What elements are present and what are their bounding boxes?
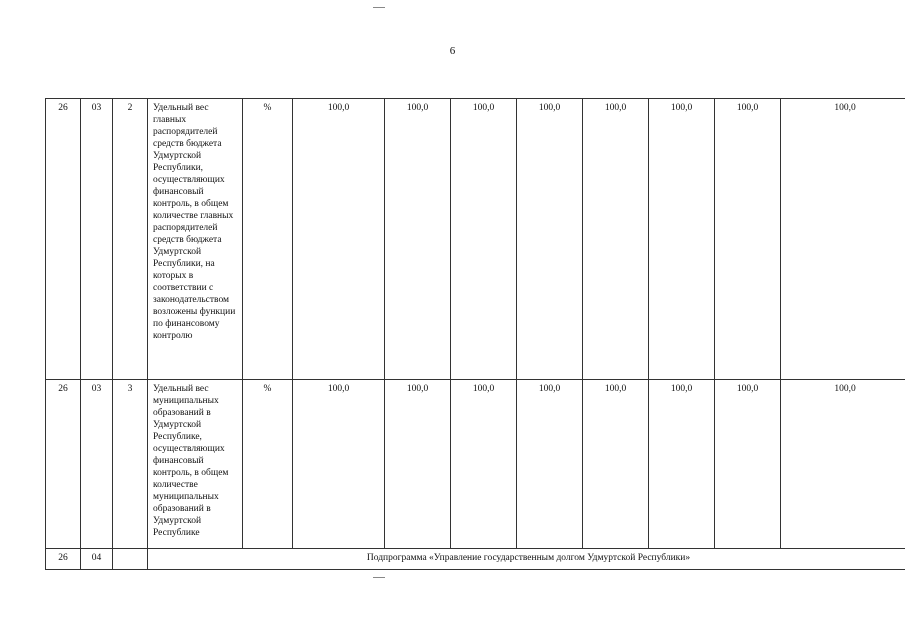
cell-value: 100,0	[781, 380, 905, 549]
cell-value: 100,0	[517, 99, 583, 380]
cell-value: 100,0	[781, 99, 905, 380]
cell-value: 100,0	[451, 380, 517, 549]
cell-code-3: 3	[113, 380, 148, 549]
cell-value: 100,0	[715, 380, 781, 549]
cell-code-1: 26	[46, 549, 81, 570]
cell-value: 100,0	[583, 380, 649, 549]
cell-code-2: 03	[81, 99, 113, 380]
cell-code-2: 03	[81, 380, 113, 549]
cell-code-1: 26	[46, 380, 81, 549]
cell-value: 100,0	[583, 99, 649, 380]
scan-mark-bottom	[373, 577, 385, 578]
cell-code-3: 2	[113, 99, 148, 380]
cell-unit: %	[243, 99, 293, 380]
cell-value: 100,0	[385, 99, 451, 380]
cell-unit: %	[243, 380, 293, 549]
cell-empty	[113, 549, 148, 570]
cell-value: 100,0	[451, 99, 517, 380]
cell-description: Удельный вес муниципальных образований в Удмуртской Республике, осуществляющих финансовый контроль, в общем количестве муниципальных образований в Удмуртской Республике	[148, 380, 243, 549]
page-number: 6	[449, 45, 456, 57]
indicators-table	[45, 98, 905, 570]
cell-value: 100,0	[293, 380, 385, 549]
cell-code-2: 04	[81, 549, 113, 570]
cell-code-1: 26	[46, 99, 81, 380]
table-row	[46, 380, 905, 549]
cell-value: 100,0	[715, 99, 781, 380]
subprogram-row	[46, 549, 905, 570]
scan-mark-top	[373, 7, 385, 8]
cell-value: 100,0	[649, 380, 715, 549]
cell-value: 100,0	[385, 380, 451, 549]
cell-description: Удельный вес главных распорядителей средств бюджета Удмуртской Республики, осуществляющих финансовый контроль, в общем количестве главных распорядителей средств бюджета Удмуртской Республики, на которых в соответствии с законодательством возложены функции по финансовому контролю	[148, 99, 243, 380]
subprogram-title: Подпрограмма «Управление государственным долгом Удмуртской Республики»	[148, 549, 905, 570]
cell-value: 100,0	[293, 99, 385, 380]
cell-value: 100,0	[517, 380, 583, 549]
cell-value: 100,0	[649, 99, 715, 380]
table-row	[46, 99, 905, 380]
